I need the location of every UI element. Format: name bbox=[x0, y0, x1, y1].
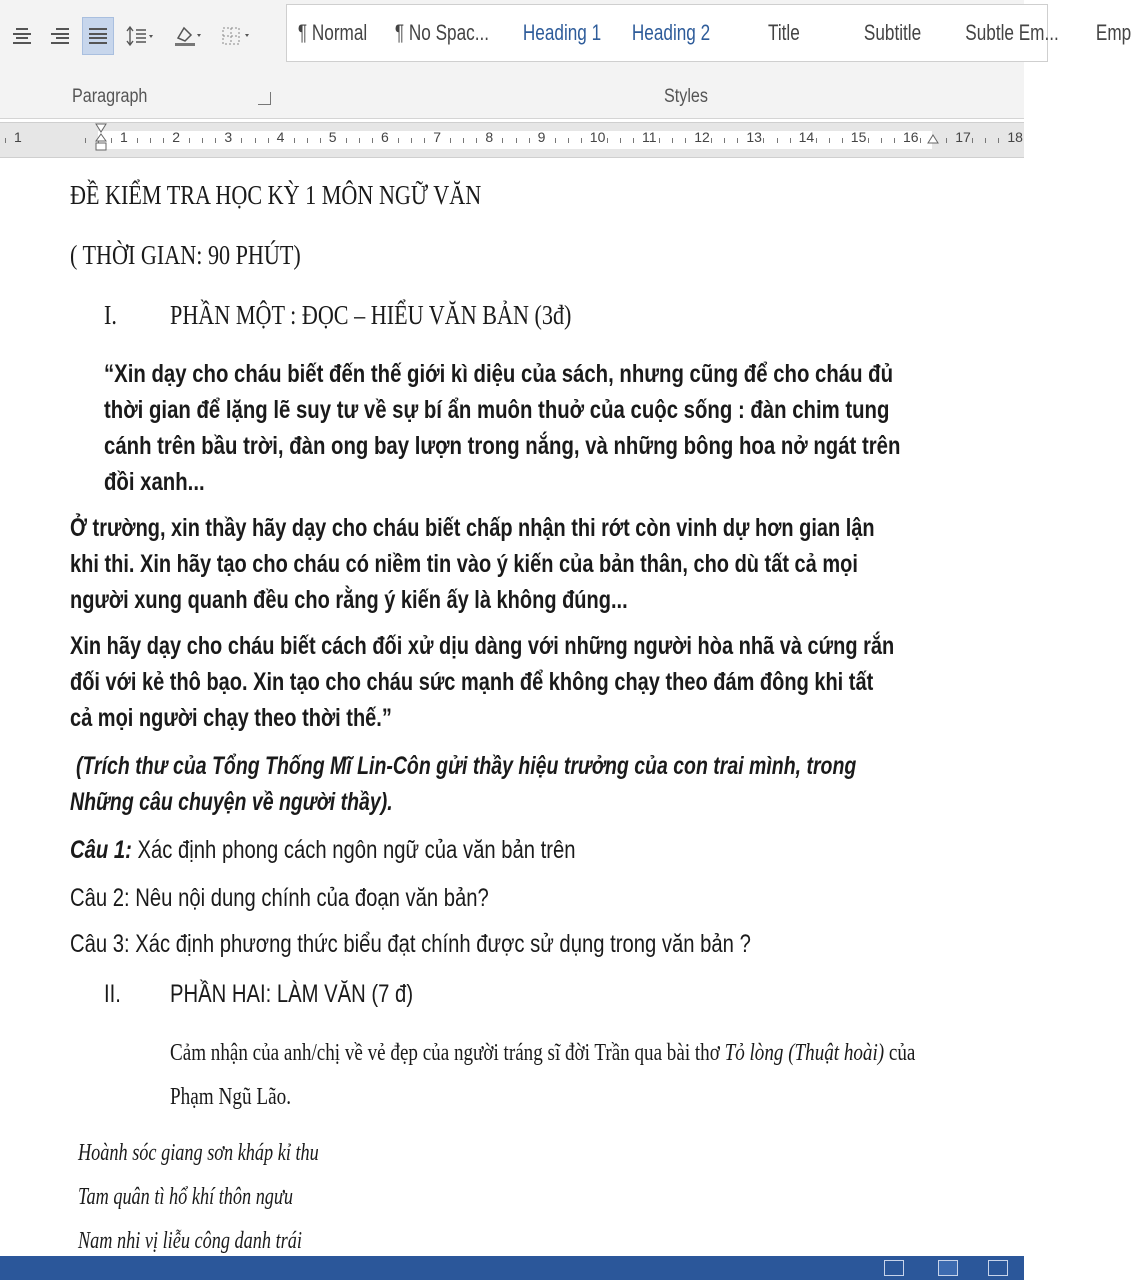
style-normal[interactable]: ¶ Normal bbox=[297, 20, 368, 45]
ruler-minor-tick bbox=[255, 138, 256, 143]
ruler-minor-tick bbox=[215, 138, 216, 143]
ruler-number: 7 bbox=[433, 129, 441, 145]
paragraph-tools bbox=[0, 14, 258, 58]
ruler-number: 16 bbox=[903, 129, 919, 145]
style-title[interactable]: Title bbox=[768, 20, 800, 45]
quote-line: “Xin dạy cho cháu biết đến thế giới kì diệu của sách, nhưng cũng để cho cháu đủ bbox=[104, 360, 894, 388]
part1-number: I. bbox=[104, 300, 117, 330]
ruler-minor-tick bbox=[268, 138, 269, 143]
essay-prompt: Cảm nhận của anh/chị về vẻ đẹp của người tráng sĩ đời Trần qua bài thơ Tỏ lòng (Thuật hoài) của bbox=[170, 1040, 916, 1066]
quote-line: đối với kẻ thô bạo. Xin tạo cho cháu sức mạnh để không chạy theo đám đông khi tất bbox=[70, 668, 874, 696]
line-spacing-icon[interactable] bbox=[120, 17, 162, 55]
paragraph-group-label: Paragraph bbox=[72, 86, 148, 107]
source-line: Những câu chuyện về người thầy). bbox=[70, 788, 393, 816]
ruler-number: 11 bbox=[642, 129, 657, 145]
ruler-minor-tick bbox=[189, 138, 190, 143]
ruler-number: 14 bbox=[798, 129, 815, 145]
print-layout-icon[interactable] bbox=[938, 1260, 958, 1276]
ruler-minor-tick bbox=[163, 138, 164, 143]
styles-gallery bbox=[286, 4, 1132, 62]
ruler-minor-tick bbox=[633, 138, 634, 143]
left-indent-marker-icon[interactable] bbox=[94, 123, 108, 157]
ruler-minor-tick bbox=[111, 138, 112, 143]
ruler-minor-tick bbox=[998, 138, 999, 143]
ruler-minor-tick bbox=[711, 138, 712, 143]
ruler-minor-tick bbox=[920, 138, 921, 143]
ruler-minor-tick bbox=[372, 138, 373, 143]
quote-line: cánh trên bầu trời, đàn ong bay lượn trong nắng, và những bông hoa nở ngát trên bbox=[104, 432, 901, 460]
source-line: (Trích thư của Tổng Thống Mĩ Lin-Côn gửi thầy hiệu trưởng của con trai mình, trong bbox=[76, 752, 857, 780]
ruler-number: 6 bbox=[381, 129, 389, 145]
ruler-minor-tick bbox=[241, 138, 242, 143]
ruler-minor-tick bbox=[463, 138, 464, 143]
quote-line: Xin hãy dạy cho cháu biết cách đối xử dịu dàng với những người hòa nhã và cứng rắn bbox=[70, 632, 895, 660]
ruler-number: 5 bbox=[328, 129, 337, 145]
ruler-minor-tick bbox=[868, 138, 869, 143]
ruler-minor-tick bbox=[790, 138, 791, 143]
style-emphasis[interactable]: Emp bbox=[1096, 20, 1132, 45]
styles-group-label: Styles bbox=[664, 86, 708, 107]
style-no-spacing[interactable]: ¶ No Spac... bbox=[394, 20, 489, 45]
ruler-minor-tick bbox=[359, 138, 360, 143]
shading-icon[interactable] bbox=[168, 17, 210, 55]
ruler-minor-tick bbox=[816, 138, 817, 143]
ruler-minor-tick bbox=[202, 138, 203, 143]
web-layout-icon[interactable] bbox=[988, 1260, 1008, 1276]
poem-line: Nam nhi vị liễu công danh trái bbox=[78, 1228, 302, 1254]
ruler-minor-tick bbox=[398, 138, 399, 143]
ruler-minor-tick bbox=[972, 138, 973, 143]
read-mode-icon[interactable] bbox=[884, 1260, 904, 1276]
quote-line: khi thi. Xin hãy tạo cho cháu có niềm tin vào ý kiến của bản thân, cho dù tất cả mọi bbox=[70, 550, 858, 578]
ruler-minor-tick bbox=[829, 138, 830, 143]
ruler-minor-tick bbox=[985, 138, 986, 143]
quote-line: người xung quanh đều cho rằng ý kiến ấy là không đúng... bbox=[70, 586, 628, 614]
ruler-minor-tick bbox=[724, 138, 725, 143]
ruler-minor-tick bbox=[763, 138, 764, 143]
ruler-minor-tick bbox=[672, 138, 673, 143]
ruler-minor-tick bbox=[516, 138, 517, 143]
question-1-text: Xác định phong cách ngôn ngữ của văn bản trên bbox=[131, 836, 576, 864]
document-page[interactable] bbox=[0, 158, 1024, 1256]
ruler-minor-tick bbox=[737, 138, 738, 143]
paragraph-dialog-launcher-icon[interactable] bbox=[258, 92, 271, 105]
horizontal-ruler[interactable] bbox=[0, 122, 1024, 158]
exam-title: ĐỀ KIỂM TRA HỌC KỲ 1 MÔN NGỮ VĂN bbox=[70, 180, 482, 210]
part2-title: PHẦN HAI: LÀM VĂN (7 đ) bbox=[170, 980, 414, 1008]
ruler-minor-tick bbox=[411, 138, 412, 143]
ruler-minor-tick bbox=[555, 138, 556, 143]
style-subtitle[interactable]: Subtitle bbox=[863, 20, 922, 45]
quote-line: Ở trường, xin thầy hãy dạy cho cháu biết chấp nhận thi rớt còn vinh dự hơn gian lận bbox=[70, 514, 875, 542]
ruler-minor-tick bbox=[346, 138, 347, 143]
ruler-minor-tick bbox=[659, 138, 660, 143]
question-1-label: Câu 1: bbox=[70, 836, 132, 864]
style-heading-2[interactable]: Heading 2 bbox=[631, 20, 710, 45]
ruler-minor-tick bbox=[294, 138, 295, 143]
question-3: Câu 3: Xác định phương thức biểu đạt chính được sử dụng trong văn bản ? bbox=[70, 930, 751, 958]
ruler-minor-tick bbox=[685, 138, 686, 143]
ruler-number: 1 bbox=[14, 129, 22, 145]
ribbon bbox=[0, 0, 1132, 119]
part2-number: II. bbox=[104, 980, 121, 1008]
question-1 bbox=[70, 836, 576, 865]
ruler-minor-tick bbox=[137, 138, 138, 143]
ruler-minor-tick bbox=[777, 138, 778, 143]
align-right-icon[interactable] bbox=[44, 17, 76, 55]
essay-prompt-author: Phạm Ngũ Lão. bbox=[170, 1084, 292, 1110]
ruler-minor-tick bbox=[320, 138, 321, 143]
ruler-number: 4 bbox=[276, 129, 285, 145]
ruler-minor-tick bbox=[5, 138, 6, 143]
poem-line: Tam quân tì hổ khí thôn ngưu bbox=[78, 1184, 293, 1210]
ruler-number: 10 bbox=[589, 129, 606, 145]
ruler-number: 8 bbox=[485, 129, 494, 145]
status-bar bbox=[0, 1256, 1024, 1280]
ruler-minor-tick bbox=[568, 138, 569, 143]
ruler-number: 9 bbox=[537, 129, 546, 145]
quote-line: đồi xanh... bbox=[104, 468, 205, 496]
ruler-minor-tick bbox=[450, 138, 451, 143]
ruler-minor-tick bbox=[946, 138, 947, 143]
quote-line: thời gian để lặng lẽ suy tư về sự bí ẩn muôn thuở của cuộc sống : đàn chim tung bbox=[104, 396, 890, 424]
ruler-minor-tick bbox=[85, 138, 86, 143]
style-heading-1[interactable]: Heading 1 bbox=[523, 20, 602, 45]
ruler-minor-tick bbox=[476, 138, 477, 143]
ruler-minor-tick bbox=[529, 138, 530, 143]
ruler-minor-tick bbox=[581, 138, 582, 143]
ruler-minor-tick bbox=[842, 138, 843, 143]
ruler-minor-tick bbox=[607, 138, 608, 143]
ruler-minor-tick bbox=[894, 138, 895, 143]
ruler-minor-tick bbox=[150, 138, 151, 143]
align-center-icon[interactable] bbox=[6, 17, 38, 55]
ruler-minor-tick bbox=[620, 138, 621, 143]
justify-icon[interactable] bbox=[82, 17, 114, 55]
ruler-minor-tick bbox=[424, 138, 425, 143]
part1-title: PHẦN MỘT : ĐỌC – HIỂU VĂN BẢN (3đ) bbox=[170, 300, 572, 330]
ruler-number: 13 bbox=[746, 129, 762, 145]
quote-line: cả mọi người chạy theo thời thế.” bbox=[70, 704, 392, 732]
ruler-number: 18 bbox=[1007, 129, 1023, 145]
ruler-number: 12 bbox=[694, 129, 710, 145]
exam-time: ( THỜI GIAN: 90 PHÚT) bbox=[70, 240, 301, 270]
ruler-number: 2 bbox=[172, 129, 180, 145]
poem-title: Tỏ lòng (Thuật hoài) bbox=[724, 1040, 885, 1066]
poem-line: Hoành sóc giang sơn kháp kỉ thu bbox=[78, 1140, 319, 1166]
ruler-minor-tick bbox=[502, 138, 503, 143]
style-subtle-emphasis[interactable]: Subtle Em... bbox=[965, 20, 1060, 45]
ruler-number: 15 bbox=[850, 129, 867, 145]
ruler-minor-tick bbox=[881, 138, 882, 143]
ruler-number: 1 bbox=[120, 129, 128, 145]
ruler-number: 17 bbox=[955, 129, 971, 145]
question-2: Câu 2: Nêu nội dung chính của đoạn văn bản? bbox=[70, 884, 489, 912]
ruler-number: 3 bbox=[224, 129, 233, 145]
right-indent-marker-icon[interactable] bbox=[926, 123, 940, 157]
ruler-minor-tick bbox=[307, 138, 308, 143]
borders-icon[interactable] bbox=[216, 17, 258, 55]
